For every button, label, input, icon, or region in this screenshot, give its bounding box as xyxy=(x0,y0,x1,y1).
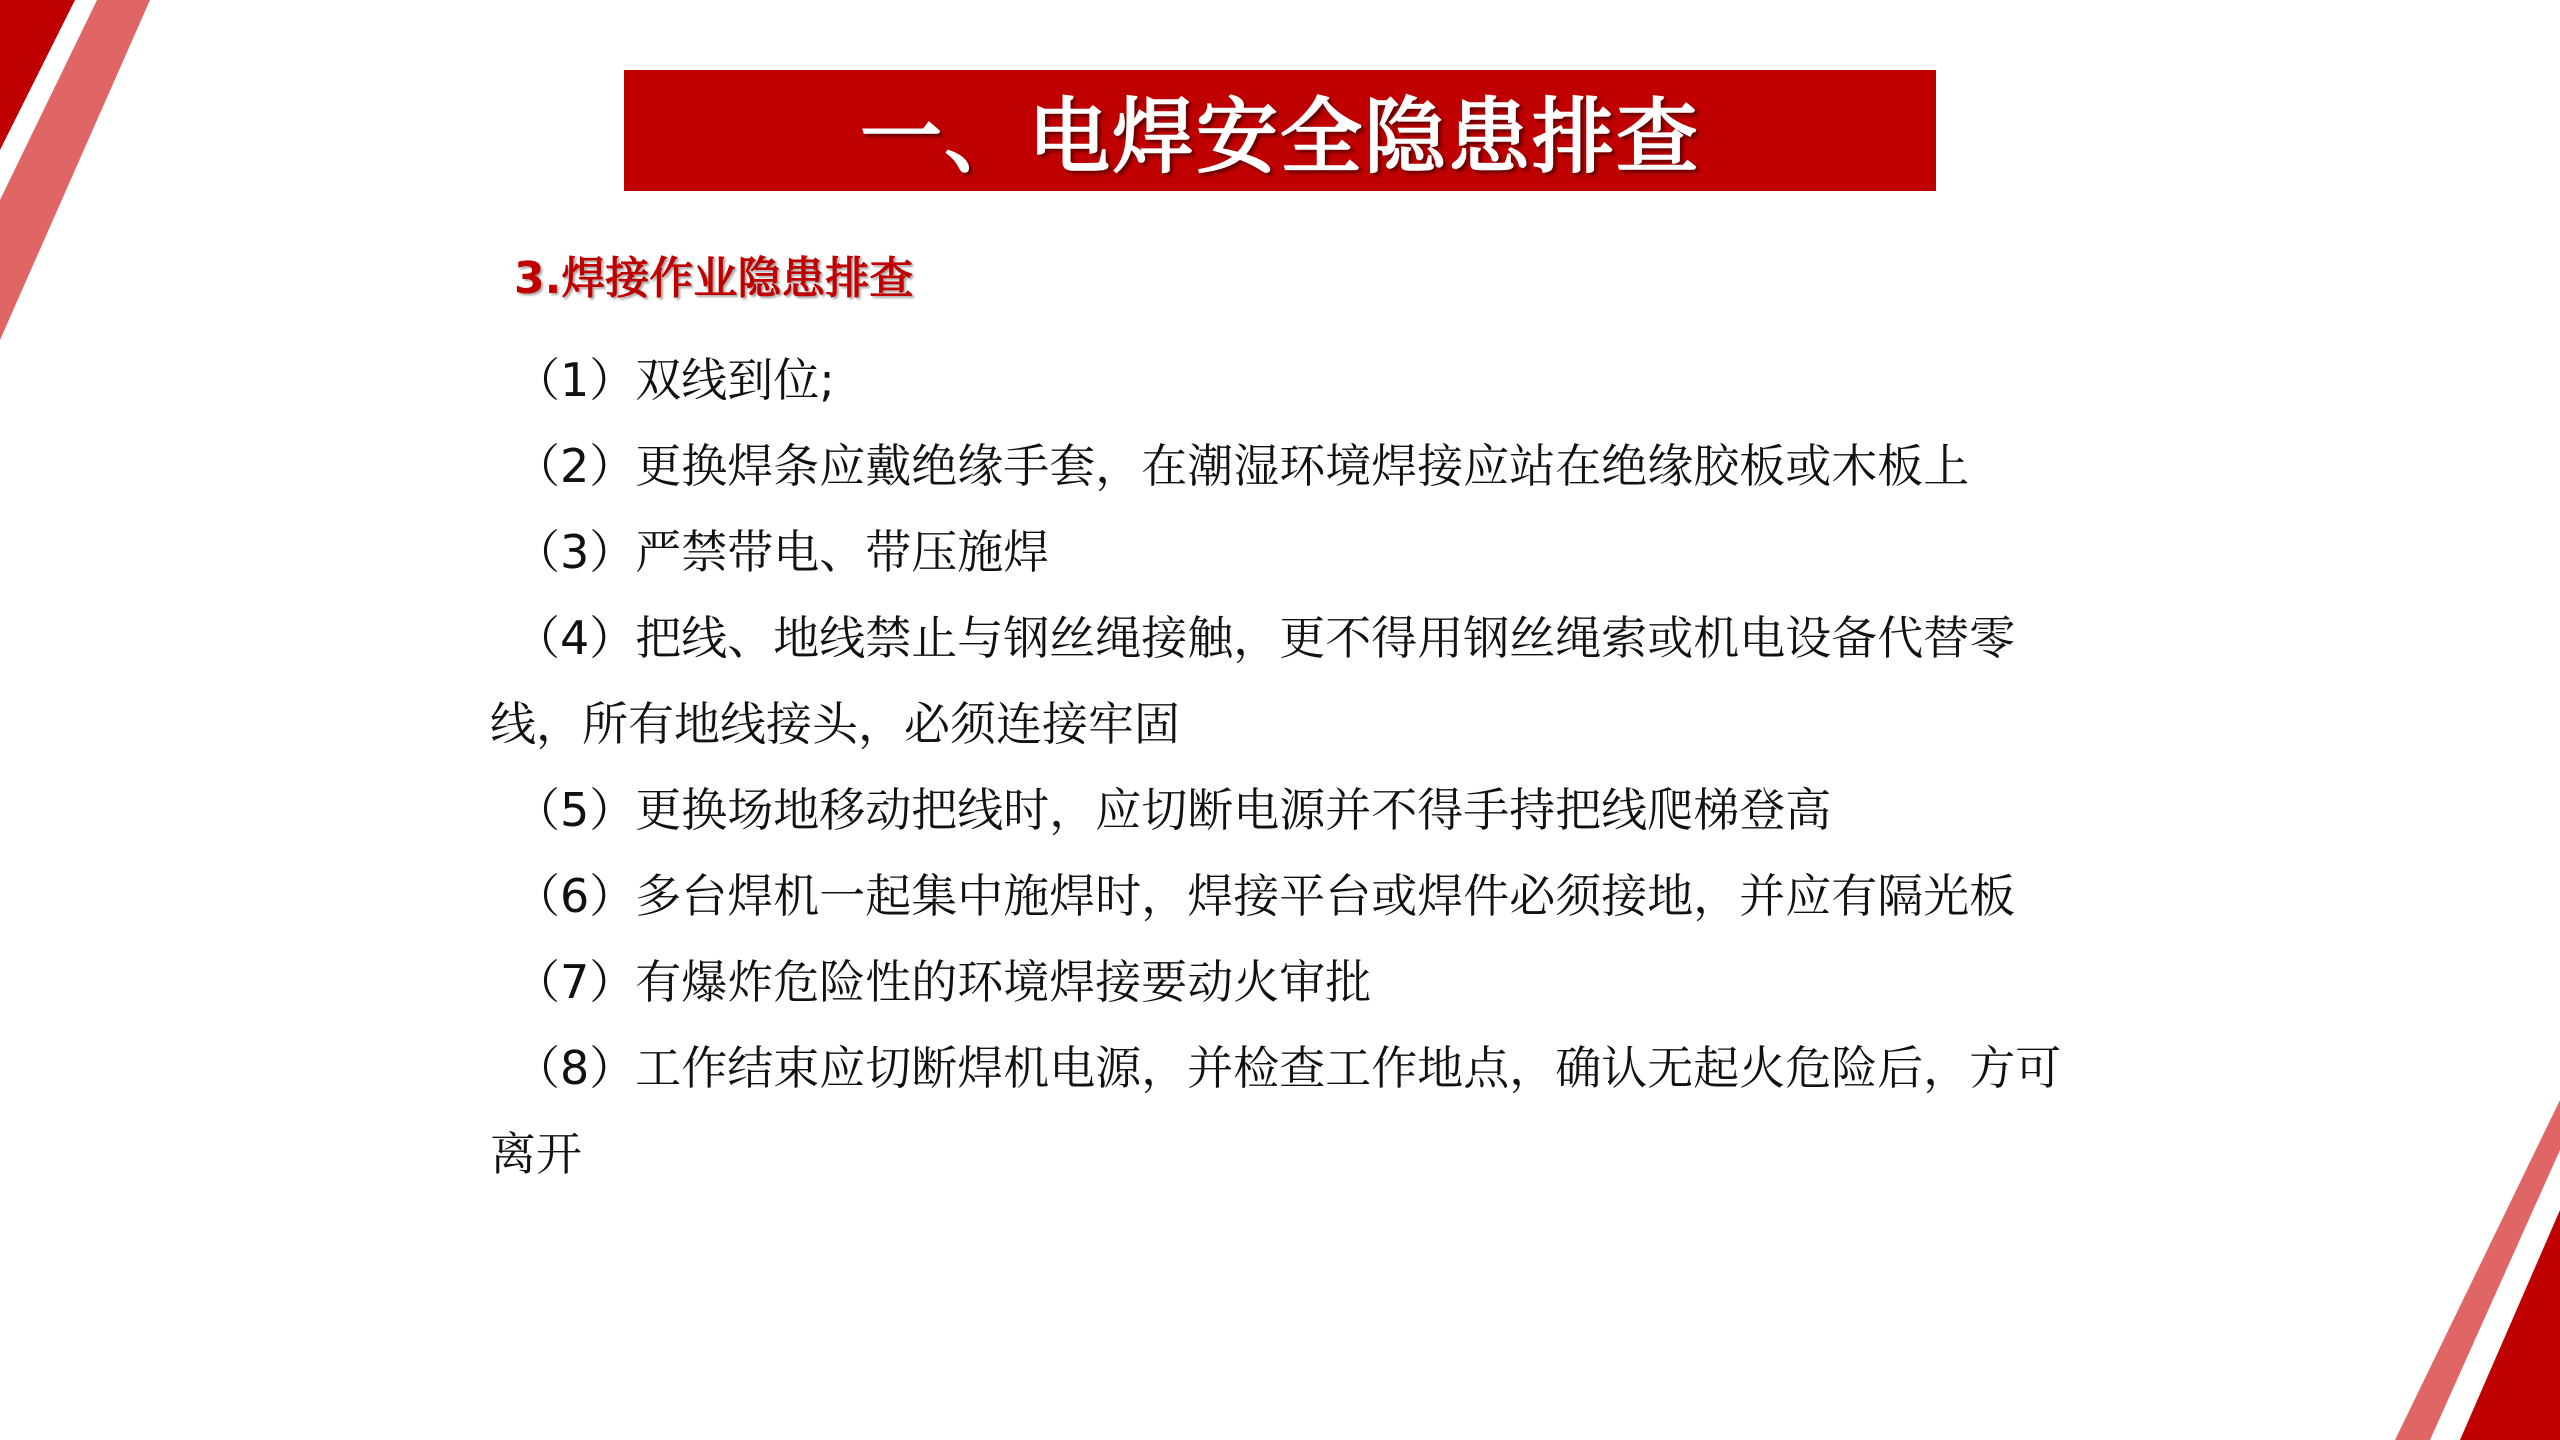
list-item: （1）双线到位; xyxy=(514,353,835,407)
list-item: （7）有爆炸危险性的环境焊接要动火审批 xyxy=(514,955,1372,1009)
hazard-list xyxy=(490,337,2070,1197)
section-subtitle: 3.焊接作业隐患排查 xyxy=(514,253,914,304)
list-item: （3）严禁带电、带压施焊 xyxy=(514,525,1050,579)
page-title: 一、电焊安全隐患排查 xyxy=(859,90,1700,185)
list-item: （2）更换焊条应戴绝缘手套，在潮湿环境焊接应站在绝缘胶板或木板上 xyxy=(514,439,1970,493)
list-item: （6）多台焊机一起集中施焊时，焊接平台或焊件必须接地，并应有隔光板 xyxy=(514,869,2016,923)
list-item: （4）把线、地线禁止与钢丝绳接触，更不得用钢丝绳索或机电设备代替零线，所有地线接头，必须连接牢固 xyxy=(490,611,2016,751)
title-bar xyxy=(624,70,1936,191)
list-item: （5）更换场地移动把线时，应切断电源并不得手持把线爬梯登高 xyxy=(514,783,1832,837)
list-item: （8）工作结束应切断焊机电源，并检查工作地点，确认无起火危险后，方可离开 xyxy=(490,1041,2062,1181)
